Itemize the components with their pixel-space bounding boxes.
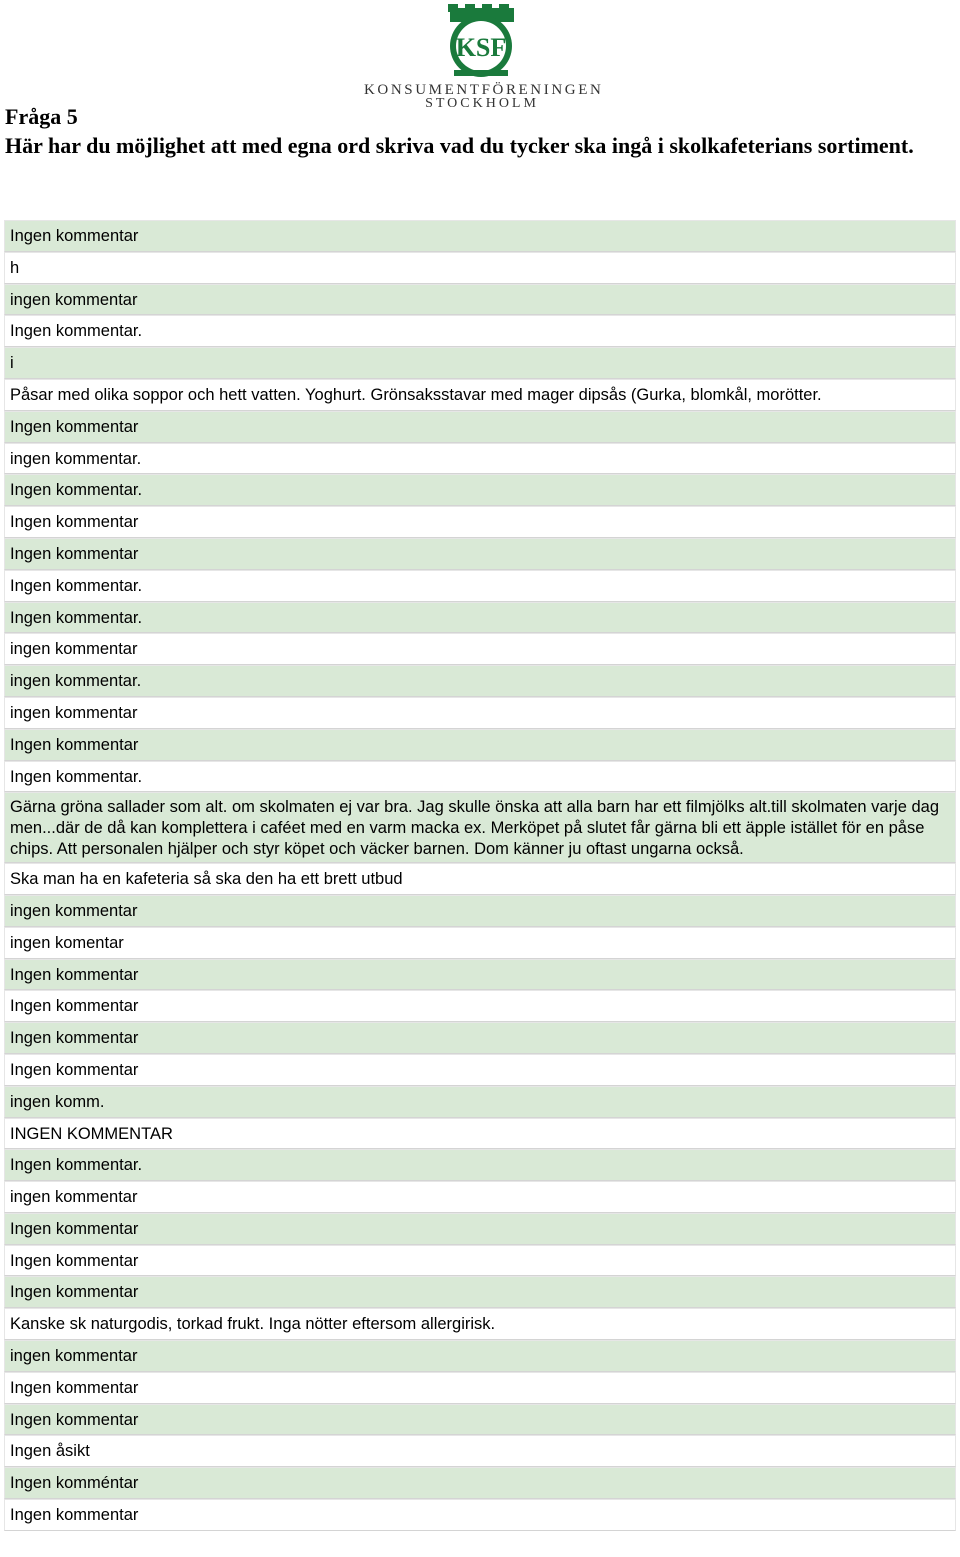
response-row: ingen kommentar xyxy=(4,1181,956,1213)
response-row: Ingen kommentar xyxy=(4,1054,956,1086)
response-row: Ingen kommentar. xyxy=(4,570,956,602)
response-row: Ingen kommentar xyxy=(4,1404,956,1436)
response-row: ingen kommentar xyxy=(4,633,956,665)
response-row: Ingen åsikt xyxy=(4,1435,956,1467)
response-row: ingen komm. xyxy=(4,1086,956,1118)
logo-line1: KONSUMENTFÖRENINGEN xyxy=(364,82,604,98)
response-row: Ingen kommentar xyxy=(4,990,956,1022)
response-row: Gärna gröna sallader som alt. om skolmaten ej var bra. Jag skulle önska att alla barn har ett filmjölks alt.till skolmaten varje dag men...där de då kan komplettera i caféet med en varm macka ex. Merköpet på slutet får gärna bli ett äpple istället för en påse chips. Att personalen hjälper och styr köpet och väcker barnen. Dom känner ju oftast ungarna också. xyxy=(4,792,956,863)
response-row: Ingen kommentar xyxy=(4,411,956,443)
response-row: Påsar med olika soppor och hett vatten. Yoghurt. Grönsaksstavar med mager dipsås (Gurka, blomkål, morötter. xyxy=(4,379,956,411)
response-row: i xyxy=(4,347,956,379)
response-row: Ingen kommentar xyxy=(4,729,956,761)
response-row: Ingen kommentar xyxy=(4,506,956,538)
response-row: Ingen kommentar xyxy=(4,1245,956,1277)
response-row: ingen kommentar. xyxy=(4,665,956,697)
response-row: ingen kommentar xyxy=(4,284,956,316)
response-row: h xyxy=(4,252,956,284)
response-row: Ska man ha en kafeteria så ska den ha ett brett utbud xyxy=(4,863,956,895)
ksf-logo xyxy=(364,4,604,111)
response-list xyxy=(4,220,956,1531)
ksf-emblem-icon xyxy=(364,4,600,84)
response-row: ingen kommentar xyxy=(4,697,956,729)
response-row: Ingen kommentar xyxy=(4,1276,956,1308)
response-row: INGEN KOMMENTAR xyxy=(4,1118,956,1150)
response-row: ingen komentar xyxy=(4,927,956,959)
response-row: ingen kommentar xyxy=(4,895,956,927)
logo-line2: STOCKHOLM xyxy=(425,96,539,111)
response-row: Ingen kommentar xyxy=(4,1213,956,1245)
response-row: Ingen kommentar. xyxy=(4,315,956,347)
response-row: Ingen kommentar xyxy=(4,220,956,252)
svg-text:KSF: KSF xyxy=(455,33,507,62)
question-title: Fråga 5 xyxy=(5,104,78,129)
response-row: Ingen kommentar. xyxy=(4,602,956,634)
response-row: ingen kommentar. xyxy=(4,443,956,475)
response-row: Ingen kommentar xyxy=(4,959,956,991)
question-text: Här har du möjlighet att med egna ord skriva vad du tycker ska ingå i skolkafeterians sortiment. xyxy=(5,133,914,158)
response-row: Ingen kommentar xyxy=(4,1022,956,1054)
response-row: Kanske sk naturgodis, torkad frukt. Inga nötter eftersom allergirisk. xyxy=(4,1308,956,1340)
response-row: ingen kommentar xyxy=(4,1340,956,1372)
response-row: Ingen kommentar. xyxy=(4,1149,956,1181)
response-row: Ingen kommentar. xyxy=(4,761,956,793)
response-row: Ingen kommentar xyxy=(4,538,956,570)
question-heading xyxy=(5,102,945,160)
response-row: Ingen komméntar xyxy=(4,1467,956,1499)
response-row: Ingen kommentar. xyxy=(4,474,956,506)
response-row: Ingen kommentar xyxy=(4,1372,956,1404)
response-row: Ingen kommentar xyxy=(4,1499,956,1531)
